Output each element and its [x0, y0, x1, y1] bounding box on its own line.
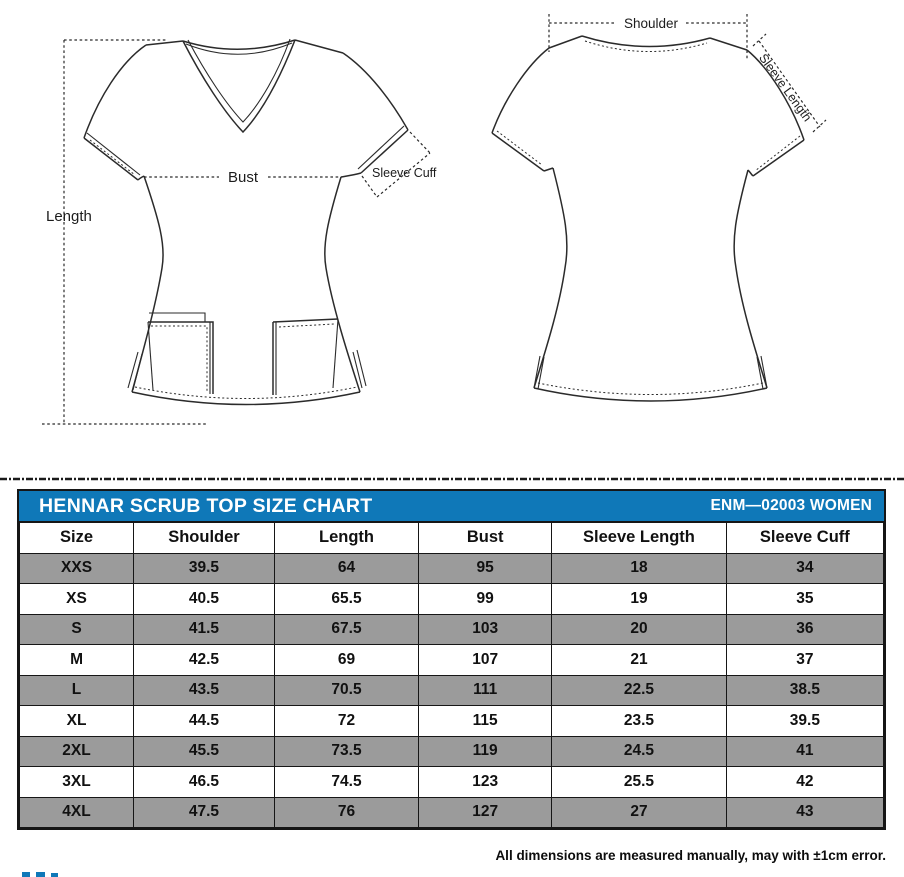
- size-row-4xl: [20, 797, 884, 828]
- cell: 95: [419, 553, 552, 584]
- cell: 34: [726, 553, 883, 584]
- cell: L: [20, 675, 134, 706]
- cell: XS: [20, 584, 134, 615]
- cell: 107: [419, 645, 552, 676]
- back-view-diagram: [452, 0, 902, 450]
- cell: 45.5: [134, 736, 275, 767]
- size-row-s: [20, 614, 884, 645]
- cell: 3XL: [20, 767, 134, 798]
- size-row-3xl: [20, 767, 884, 798]
- column-header-length: Length: [274, 523, 418, 554]
- size-chart-table: [17, 489, 886, 830]
- measurement-disclaimer: All dimensions are measured manually, may with ±1cm error.: [495, 848, 886, 863]
- cell: 36: [726, 614, 883, 645]
- cell: 111: [419, 675, 552, 706]
- cell: 39.5: [134, 553, 275, 584]
- cell: 47.5: [134, 797, 275, 828]
- cell: 37: [726, 645, 883, 676]
- sleeve-cuff-label: Sleeve Cuff: [372, 166, 437, 180]
- cell: 41: [726, 736, 883, 767]
- table-title: HENNAR SCRUB TOP SIZE CHART: [39, 494, 373, 517]
- cell: 76: [274, 797, 418, 828]
- cell: 19: [552, 584, 727, 615]
- front-view-diagram: [16, 0, 452, 453]
- cell: 18: [552, 553, 727, 584]
- cell: 22.5: [552, 675, 727, 706]
- scrub-top-front-drawing: [16, 0, 452, 448]
- column-header-bust: Bust: [419, 523, 552, 554]
- shoulder-label: Shoulder: [623, 16, 679, 31]
- cell: XL: [20, 706, 134, 737]
- bust-label: Bust: [227, 169, 259, 186]
- column-header-sleeve-length: Sleeve Length: [552, 523, 727, 554]
- cell: 23.5: [552, 706, 727, 737]
- cell: 42.5: [134, 645, 275, 676]
- column-header-size: Size: [20, 523, 134, 554]
- cell: 25.5: [552, 767, 727, 798]
- cell: S: [20, 614, 134, 645]
- cell: 103: [419, 614, 552, 645]
- cell: XXS: [20, 553, 134, 584]
- cell: 21: [552, 645, 727, 676]
- length-label: Length: [46, 208, 92, 225]
- cell: 20: [552, 614, 727, 645]
- cell: 38.5: [726, 675, 883, 706]
- cell: 4XL: [20, 797, 134, 828]
- cell: 123: [419, 767, 552, 798]
- size-row-xs: [20, 584, 884, 615]
- cell: 44.5: [134, 706, 275, 737]
- cell: 43: [726, 797, 883, 828]
- cell: 115: [419, 706, 552, 737]
- dashed-divider: [0, 468, 904, 472]
- size-row-m: [20, 645, 884, 676]
- cell: 119: [419, 736, 552, 767]
- cell: 24.5: [552, 736, 727, 767]
- cell: 35: [726, 584, 883, 615]
- cell: 67.5: [274, 614, 418, 645]
- cell: 99: [419, 584, 552, 615]
- cell: 42: [726, 767, 883, 798]
- cell: 2XL: [20, 736, 134, 767]
- cell: 27: [552, 797, 727, 828]
- cell: 46.5: [134, 767, 275, 798]
- cell: M: [20, 645, 134, 676]
- cell: 64: [274, 553, 418, 584]
- column-header-row: [20, 523, 884, 554]
- cropped-blue-text: [22, 868, 222, 877]
- scrub-top-back-drawing: [452, 0, 902, 445]
- size-row-2xl: [20, 736, 884, 767]
- cell: 40.5: [134, 584, 275, 615]
- table-title-bar: [19, 491, 884, 522]
- column-header-sleeve-cuff: Sleeve Cuff: [726, 523, 883, 554]
- model-number: ENM—02003 WOMEN: [710, 497, 872, 514]
- size-row-xxs: [20, 553, 884, 584]
- cell: 65.5: [274, 584, 418, 615]
- cell: 72: [274, 706, 418, 737]
- sleeve-length-label: Sleeve Length: [756, 51, 815, 125]
- cell: 69: [274, 645, 418, 676]
- cell: 127: [419, 797, 552, 828]
- cell: 70.5: [274, 675, 418, 706]
- cell: 43.5: [134, 675, 275, 706]
- cell: 41.5: [134, 614, 275, 645]
- size-row-l: [20, 675, 884, 706]
- size-row-xl: [20, 706, 884, 737]
- cell: 74.5: [274, 767, 418, 798]
- column-header-shoulder: Shoulder: [134, 523, 275, 554]
- cell: 39.5: [726, 706, 883, 737]
- cell: 73.5: [274, 736, 418, 767]
